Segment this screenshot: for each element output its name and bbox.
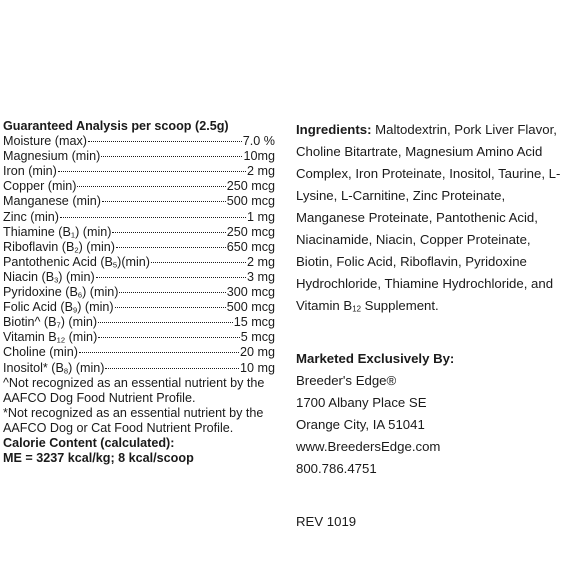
ingredients-panel	[296, 119, 568, 533]
nutrient-name: Manganese (min)	[3, 194, 101, 209]
analysis-row	[3, 149, 275, 164]
nutrient-name: Choline (min)	[3, 345, 78, 360]
calorie-value: ME = 3237 kcal/kg; 8 kcal/scoop	[3, 451, 194, 466]
dot-leader	[77, 186, 225, 187]
marketer-heading: Marketed Exclusively By:	[296, 351, 455, 366]
revision-code: REV 1019	[296, 514, 357, 529]
nutrient-name: Vitamin $B_{12}$ (min)	[3, 330, 98, 345]
dot-leader	[88, 141, 242, 142]
analysis-row	[3, 179, 275, 194]
nutrient-name: Thiamine $(B_1)$ (min)	[3, 224, 112, 240]
ingredients-list: Maltodextrin, Pork Liver Flavor, Choline Bitartrate, Magnesium Amino Acid Complex, Iron Proteinate, Inositol, Taurine, L-Lysine, L-Carnitine, Zinc Proteinate, Manganese Proteinate, Pantothenic Acid, Niacinamide, Niacin, Copper Proteinate, Biotin, Folic Acid, Riboflavin, Pyridoxine Hydrochloride, Thiamine Hydrochloride, and Vitamin B	[296, 122, 561, 313]
nutrient-value: 250 mcg	[226, 179, 275, 194]
marketer-line: www.BreedersEdge.com	[296, 439, 441, 454]
dot-leader	[115, 307, 226, 308]
dot-leader	[102, 201, 226, 202]
nutrient-name: Folic Acid $(B_9)$ (min)	[3, 300, 114, 315]
nutrient-name: Copper (min)	[3, 179, 77, 194]
dot-leader	[151, 262, 246, 263]
nutrient-value: 500 mcg	[226, 300, 275, 315]
marketer-block	[296, 348, 568, 480]
nutrient-name: Pantothenic Acid $(B_5)(\min)$	[3, 254, 150, 270]
dot-leader	[119, 292, 225, 293]
dot-leader	[105, 368, 239, 369]
nutrient-value: 250 mcg	[226, 224, 275, 239]
nutrient-value: 7.0 %	[242, 134, 275, 149]
nutrient-value: 500 mcg	[226, 194, 275, 209]
dot-leader	[101, 156, 242, 157]
nutrient-value: 3 mg	[247, 269, 275, 284]
analysis-row	[3, 240, 275, 255]
nutrient-value: 300 mcg	[226, 285, 275, 300]
marketer-line: Orange City, IA 51041	[296, 417, 425, 432]
marketer-line: 800.786.4751	[296, 461, 377, 476]
dot-leader	[79, 352, 239, 353]
nutrient-name: Biotin^ $(B_7)$ (min)	[3, 315, 98, 330]
marketer-line: 1700 Albany Place SE	[296, 395, 427, 410]
dot-leader	[96, 277, 246, 278]
nutrient-value: 2 mg	[247, 254, 275, 269]
guaranteed-analysis-panel	[3, 119, 275, 466]
footnote-line: *Not recognized as an essential nutrient by the	[3, 405, 264, 420]
analysis-row	[3, 361, 275, 376]
ingredients-text	[296, 119, 568, 317]
analysis-row	[3, 300, 275, 315]
footnote-line: ^Not recognized as an essential nutrient by the	[3, 375, 265, 390]
ingredients-subscript: 12	[352, 304, 361, 314]
dot-leader	[112, 232, 225, 233]
calorie-title: Calorie Content (calculated):	[3, 435, 175, 450]
nutrient-name: Niacin $(B_3)$ (min)	[3, 269, 95, 285]
dot-leader	[98, 322, 233, 323]
marketer-line: Breeder's Edge®	[296, 373, 397, 388]
nutrient-name: Magnesium (min)	[3, 149, 101, 164]
analysis-row	[3, 330, 275, 345]
analysis-rows	[3, 134, 275, 376]
analysis-row	[3, 210, 275, 225]
footnote-line: AAFCO Dog or Cat Food Nutrient Profile.	[3, 420, 234, 435]
nutrient-value: 650 mcg	[226, 239, 275, 254]
nutrient-name: Iron (min)	[3, 164, 57, 179]
nutrient-value: 20 mg	[239, 345, 275, 360]
nutrient-value: 10 mg	[239, 360, 275, 375]
dot-leader	[116, 247, 226, 248]
analysis-row	[3, 345, 275, 360]
analysis-row	[3, 255, 275, 270]
dot-leader	[98, 337, 239, 338]
nutrient-value: 1 mg	[247, 209, 275, 224]
nutrient-name: Inositol* $(B_8)$ (min)	[3, 360, 105, 375]
analysis-row	[3, 194, 275, 209]
nutrient-value: 5 mcg	[240, 330, 275, 345]
nutrient-name: Zinc (min)	[3, 209, 59, 224]
nutrient-value: 10mg	[243, 149, 275, 164]
analysis-row	[3, 225, 275, 240]
nutrient-name: Pyridoxine $(B_6)$ (min)	[3, 285, 119, 300]
footnote-line: AAFCO Dog Food Nutrient Profile.	[3, 390, 196, 405]
ingredients-end: Supplement.	[361, 298, 439, 313]
nutrient-name: Moisture (max)	[3, 134, 87, 149]
dot-leader	[60, 217, 246, 218]
ingredients-label: Ingredients:	[296, 122, 372, 137]
nutrient-value: 15 mcg	[233, 315, 275, 330]
analysis-row	[3, 134, 275, 149]
dot-leader	[58, 171, 246, 172]
nutrient-name: Riboflavin $(B_2)$ (min)	[3, 239, 115, 255]
nutrient-value: 2 mg	[247, 164, 275, 179]
analysis-row	[3, 285, 275, 300]
analysis-row	[3, 315, 275, 330]
analysis-row	[3, 270, 275, 285]
analysis-title: Guaranteed Analysis per scoop (2.5g)	[3, 119, 229, 133]
analysis-row	[3, 164, 275, 179]
